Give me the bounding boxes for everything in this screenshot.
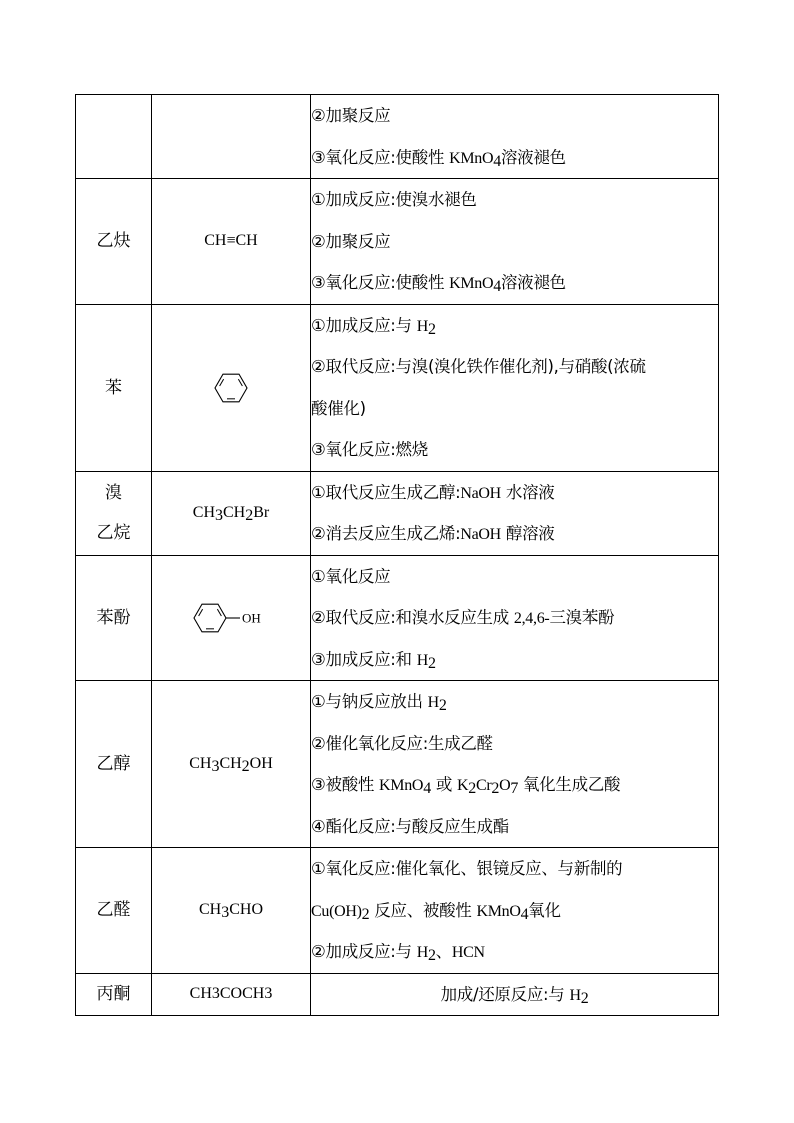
compound-name-cell [76, 304, 152, 471]
formula-run: CHO [229, 901, 263, 919]
formula-cell [152, 973, 311, 1016]
compound-name: 苯酚 [96, 607, 131, 628]
text-run: ③氧化反应:使酸性 [311, 147, 450, 167]
property-line [311, 95, 718, 137]
compound-name-cell [76, 681, 152, 848]
compound-name-cell [76, 95, 152, 179]
formula-run: NaOH [460, 484, 501, 502]
properties-cell [311, 95, 719, 179]
formula-run: CH [223, 504, 246, 521]
text-run: 酸催化) [311, 398, 366, 418]
text-run: ①加成反应:使溴水褪色 [311, 190, 477, 209]
text-run: ①与钠反应放出 [311, 692, 428, 711]
property-line [311, 179, 718, 221]
table-row [76, 471, 719, 555]
property-line [311, 723, 718, 765]
subscript: 2 [468, 780, 476, 797]
property-line [311, 346, 718, 388]
compound-name-cell [76, 973, 152, 1016]
property-line [311, 429, 718, 471]
subscript: 2 [580, 989, 589, 1007]
compound-name: 溴 [105, 483, 122, 503]
text-run: ②取代反应:和溴水反应生成 [311, 608, 514, 627]
formula-run: NaOH [460, 526, 501, 543]
double-bond [199, 609, 203, 616]
formula-run: CH [219, 755, 242, 772]
subscript: 4 [493, 152, 501, 170]
properties-cell [311, 179, 719, 305]
compound-name: 乙炔 [96, 231, 131, 252]
table-row [76, 555, 719, 681]
subscript: 2 [241, 758, 250, 775]
property-line [311, 262, 718, 304]
text-run: 溶液褪色 [500, 273, 566, 292]
subscript: 2 [427, 654, 436, 672]
compound-name-cell [76, 179, 152, 305]
text-run: ③氧化反应:使酸性 [311, 273, 450, 292]
subscript: 4 [493, 278, 501, 295]
properties-cell [311, 555, 719, 681]
property-line [311, 597, 718, 639]
text-run: 、 [435, 942, 452, 961]
subscript: 4 [423, 780, 431, 797]
properties-cell [311, 304, 719, 471]
formula-run: Cu(OH) [311, 902, 362, 920]
table-row [76, 179, 719, 305]
text-run: ②消去反应生成乙烯: [311, 524, 461, 543]
formula-cell [152, 95, 311, 179]
compound-name-cell [76, 471, 152, 555]
text-run: 醇溶液 [500, 524, 555, 543]
formula-run: CH≡CH [204, 232, 258, 250]
property-line [311, 305, 718, 347]
formula-cell [152, 179, 311, 305]
table-row [76, 681, 719, 848]
formula-cell [152, 304, 311, 471]
subscript: 3 [211, 758, 220, 775]
subscript: 4 [520, 905, 529, 923]
ring-outline [215, 374, 247, 402]
property-line [311, 848, 718, 890]
formula-cell [152, 681, 311, 848]
formula-run: KMnO [476, 902, 521, 920]
properties-cell [311, 848, 719, 974]
text-run: 水溶液 [500, 482, 555, 502]
subscript: 2 [491, 780, 500, 797]
formula-run: Cr [475, 777, 492, 794]
property-line [311, 931, 718, 973]
compound-name: 丙酮 [96, 984, 131, 1005]
text-run: ③加成反应:和 [311, 649, 417, 669]
formula-run: H [416, 651, 428, 669]
compound-name: 乙醇 [96, 754, 131, 774]
compound-name: 乙醛 [96, 900, 131, 921]
text-run: ①加成反应:与 [311, 315, 417, 335]
text-run: ②催化氧化反应:生成乙醛 [311, 733, 493, 753]
subscript: 3 [215, 507, 223, 524]
text-run: 反应、被酸性 [369, 900, 477, 920]
subscript: 2 [427, 947, 436, 964]
compound-name: 苯 [105, 377, 122, 398]
text-run: ②加成反应:与 [311, 942, 417, 961]
text-run: ②加聚反应 [311, 106, 391, 125]
properties-cell [311, 471, 719, 555]
property-line [311, 974, 718, 1016]
text-run: ①氧化反应 [311, 566, 391, 586]
formula-cell [152, 848, 311, 974]
text-run: 三溴苯酚 [549, 608, 615, 627]
formula-run: H [416, 944, 428, 961]
formula-run: K [456, 777, 469, 794]
formula-run: CH [189, 755, 212, 772]
table-row [76, 973, 719, 1016]
text-run: 或 [430, 775, 457, 794]
property-line [311, 388, 718, 430]
table-row [76, 95, 719, 179]
subscript: 3 [221, 904, 230, 922]
properties-cell [311, 973, 719, 1016]
benzene-structure-icon [211, 368, 251, 408]
text-run: 氧化生成乙酸 [518, 775, 621, 794]
property-line [311, 221, 718, 263]
property-line [311, 890, 718, 932]
formula-run: HCN [451, 944, 485, 961]
formula-run: H [569, 986, 581, 1004]
double-bond [238, 379, 242, 386]
formula-run: OH [249, 755, 273, 772]
compound-name: 乙烷 [96, 523, 131, 543]
formula-run: CH [198, 901, 222, 919]
subscript: 2 [427, 320, 436, 338]
property-line [311, 639, 718, 681]
organic-reactions-table [75, 94, 719, 1016]
text-run: ②加聚反应 [311, 231, 391, 251]
text-run: 溶液褪色 [500, 147, 566, 167]
subscript: 2 [438, 697, 447, 714]
table-row [76, 848, 719, 974]
phenol-structure-icon [190, 598, 272, 638]
text-run: 加成/还原反应:与 [440, 984, 570, 1004]
property-line [311, 556, 718, 598]
text-run: ②取代反应:与溴(溴化铁作催化剂),与硝酸(浓硫 [311, 357, 646, 376]
double-bond [220, 379, 224, 386]
text-run: ③被酸性 [311, 775, 380, 794]
text-run: ①氧化反应:催化氧化、银镜反应、与新制的 [311, 859, 623, 878]
property-line [311, 137, 718, 179]
formula-cell [152, 471, 311, 555]
formula-run: O [499, 777, 511, 794]
formula-run: KMnO [379, 777, 424, 794]
formula-run: CH3COCH3 [189, 985, 273, 1003]
oh-label: OH [242, 610, 261, 626]
property-line [311, 513, 718, 555]
property-line [311, 681, 718, 723]
formula-run: H [427, 694, 439, 711]
formula-run: H [416, 317, 428, 335]
table-row [76, 304, 719, 471]
formula-run: KMnO [449, 275, 494, 292]
text-run: 氧化 [528, 900, 561, 920]
text-run: ④酯化反应:与酸反应生成酯 [311, 816, 509, 836]
subscript: 2 [245, 507, 254, 524]
formula-run: 2,4,6- [513, 610, 550, 627]
text-run: ③氧化反应:燃烧 [311, 440, 428, 459]
property-line [311, 806, 718, 848]
compound-name-cell [76, 848, 152, 974]
formula-run: KMnO [449, 149, 494, 167]
subscript: 2 [361, 905, 370, 923]
property-line [311, 472, 718, 514]
ring-outline [194, 604, 226, 632]
double-bond [217, 609, 221, 616]
property-line [311, 764, 718, 806]
table-body [76, 95, 719, 1016]
text-run: ①取代反应生成乙醇: [311, 482, 461, 502]
formula-run: CH [192, 504, 215, 521]
formula-cell [152, 555, 311, 681]
properties-cell [311, 681, 719, 848]
subscript: 7 [510, 780, 519, 797]
formula-run: Br [253, 504, 270, 521]
compound-name-cell [76, 555, 152, 681]
